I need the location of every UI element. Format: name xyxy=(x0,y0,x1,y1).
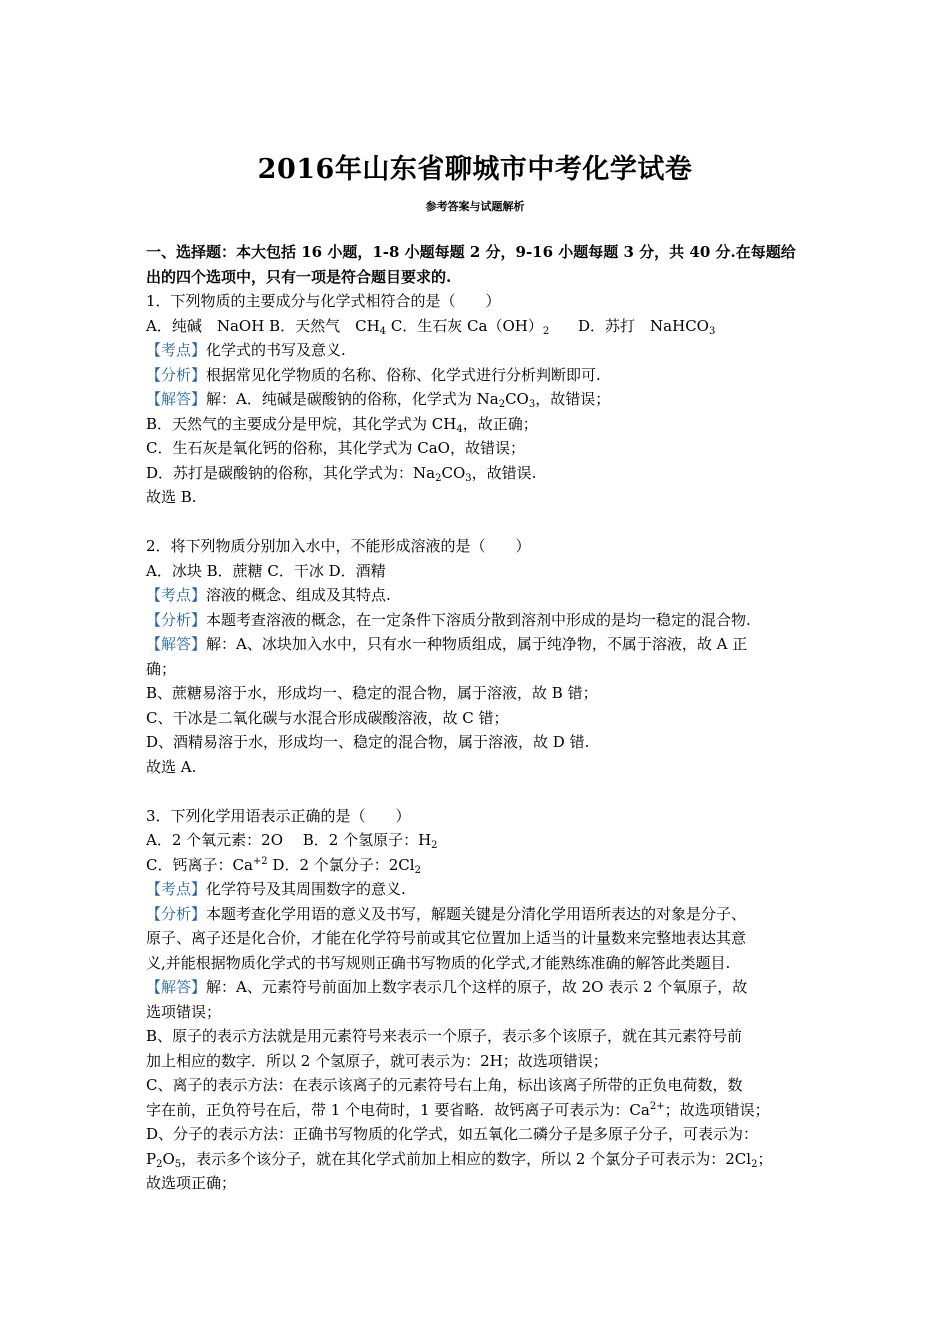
q3-fenxi-2: 原子、离子还是化合价，才能在化学符号前或其它位置加上适当的计量数来完整地表达其意 xyxy=(146,929,747,947)
q3-options-2: C．钙离子：$Ca^{+2}$ D．2 个氯分子：$2Cl_2$ xyxy=(146,855,421,876)
q3-b-1: B、原子的表示方法就是用元素符号来表示一个原子，表示多个该原子，就在其元素符号前 xyxy=(146,1027,743,1045)
q3-d-1: D、分子的表示方法：正确书写物质的化学式，如五氧化二磷分子是多原子分子，可表示为： xyxy=(146,1125,759,1143)
spacer xyxy=(146,779,810,804)
kaodian-tag: 【考点】 xyxy=(146,341,207,359)
q1-jieda: 【解答】解：A．纯碱是碳酸钠的俗称，化学式为 $Na_2CO_3$，故错误； xyxy=(146,390,611,410)
q2-answer: 故选 A. xyxy=(146,757,197,776)
fenxi-tag: 【分析】 xyxy=(146,904,207,923)
q3-stem: 3．下列化学用语表示正确的是（ ） xyxy=(146,806,411,825)
q3-d-3: 故选项正确； xyxy=(146,1174,237,1192)
q2-b: B、蔗糖易溶于水，形成均一、稳定的混合物，属于溶液，故 B 错； xyxy=(146,684,598,702)
q3-c-2: 字在前，正负符号在后，带 1 个电荷时，1 要省略．故钙离子可表示为：$Ca^{2+}$；故选项错误； xyxy=(146,1100,770,1119)
q3-fenxi-3: 义,并能根据物质化学式的书写规则正确书写物质的化学式,才能熟练准确的解答此类题目. xyxy=(146,953,731,972)
page-title: 2016年山东省聊城市中考化学试卷 xyxy=(257,154,693,185)
jieda-tag: 【解答】 xyxy=(146,978,207,996)
jieda-tag: 【解答】 xyxy=(146,635,207,653)
q1-b: B．天然气的主要成分是甲烷，其化学式为 $CH_4$，故正确； xyxy=(146,414,538,435)
q2-stem: 2．将下列物质分别加入水中，不能形成溶液的是（ ） xyxy=(146,537,531,555)
q1-d: D．苏打是碳酸钠的俗称，其化学式为：$Na_2CO_3$，故错误. xyxy=(146,463,537,484)
q2-options: A．冰块 B．蔗糖 C．干冰 D．酒精 xyxy=(146,561,386,580)
q3-jieda-2: 选项错误； xyxy=(146,1002,222,1021)
page-subtitle: 参考答案与试题解析 xyxy=(425,200,525,213)
q3-d-2: $P_2O_5$，表示多个该分子，就在其化学式前加上相应的数字，所以 2 个氯分子可表示为：$2Cl_2$； xyxy=(146,1149,773,1170)
kaodian-tag: 【考点】 xyxy=(146,586,207,604)
q1-c: C．生石灰是氧化钙的俗称，其化学式为 CaO，故错误； xyxy=(146,439,525,457)
q3-options-1: A．2 个氧元素：2O B．2 个氢原子：$H_2$ xyxy=(146,831,438,851)
q1-kaodian: 【考点】化学式的书写及意义. xyxy=(146,341,346,359)
q2-kaodian: 【考点】溶液的概念、组成及其特点. xyxy=(146,586,391,604)
q1-fenxi: 【分析】根据常见化学物质的名称、俗称、化学式进行分析判断即可. xyxy=(146,365,601,384)
q3-fenxi-1: 【分析】本题考查化学用语的意义及书写，解题关键是分清化学用语所表达的对象是分子、 xyxy=(146,904,747,923)
q3-b-2: 加上相应的数字．所以 2 个氢原子，就可表示为：2H；故选项错误； xyxy=(146,1051,608,1070)
jieda-tag: 【解答】 xyxy=(146,390,207,408)
q1-answer: 故选 B. xyxy=(146,488,197,506)
q2-fenxi: 【分析】本题考查溶液的概念，在一定条件下溶质分散到溶剂中形成的是均一稳定的混合物. xyxy=(146,610,751,629)
q2-jieda-1: 【解答】解：A、冰块加入水中，只有水一种物质组成，属于纯净物，不属于溶液，故 A 正 xyxy=(146,635,748,653)
q1-options: A．纯碱 NaOH B．天然气 $CH_4$ C．生石灰 $Ca(OH)_2$ D．苏打 NaHCO$_3$ xyxy=(146,316,716,337)
fenxi-tag: 【分析】 xyxy=(146,365,207,384)
q1-stem: 1．下列物质的主要成分与化学式相符合的是（ ） xyxy=(146,292,501,310)
q3-jieda-1: 【解答】解：A、元素符号前面加上数字表示几个这样的原子，故 2O 表示 2 个氧原子，故 xyxy=(146,978,748,996)
spacer xyxy=(146,510,810,535)
fenxi-tag: 【分析】 xyxy=(146,610,207,629)
kaodian-tag: 【考点】 xyxy=(146,880,207,898)
q2-jieda-2: 确； xyxy=(146,659,177,678)
q2-d: D、酒精易溶于水，形成均一、稳定的混合物，属于溶液，故 D 错. xyxy=(146,733,590,751)
document-body xyxy=(146,240,810,1196)
q3-c-1: C、离子的表示方法：在表示该离子的元素符号右上角，标出该离子所带的正负电荷数，数 xyxy=(146,1076,743,1094)
q2-c: C、干冰是二氧化碳与水混合形成碳酸溶液，故 C 错； xyxy=(146,708,509,727)
section-heading-line-1: 一、选择题：本大包括 16 小题，1-8 小题每题 2 分，9-16 小题每题 3 分，共 40 分.在每题给 xyxy=(146,243,796,261)
section-heading-line-2: 出的四个选项中，只有一项是符合题目要求的. xyxy=(146,267,452,286)
q3-kaodian: 【考点】化学符号及其周围数字的意义. xyxy=(146,880,406,898)
